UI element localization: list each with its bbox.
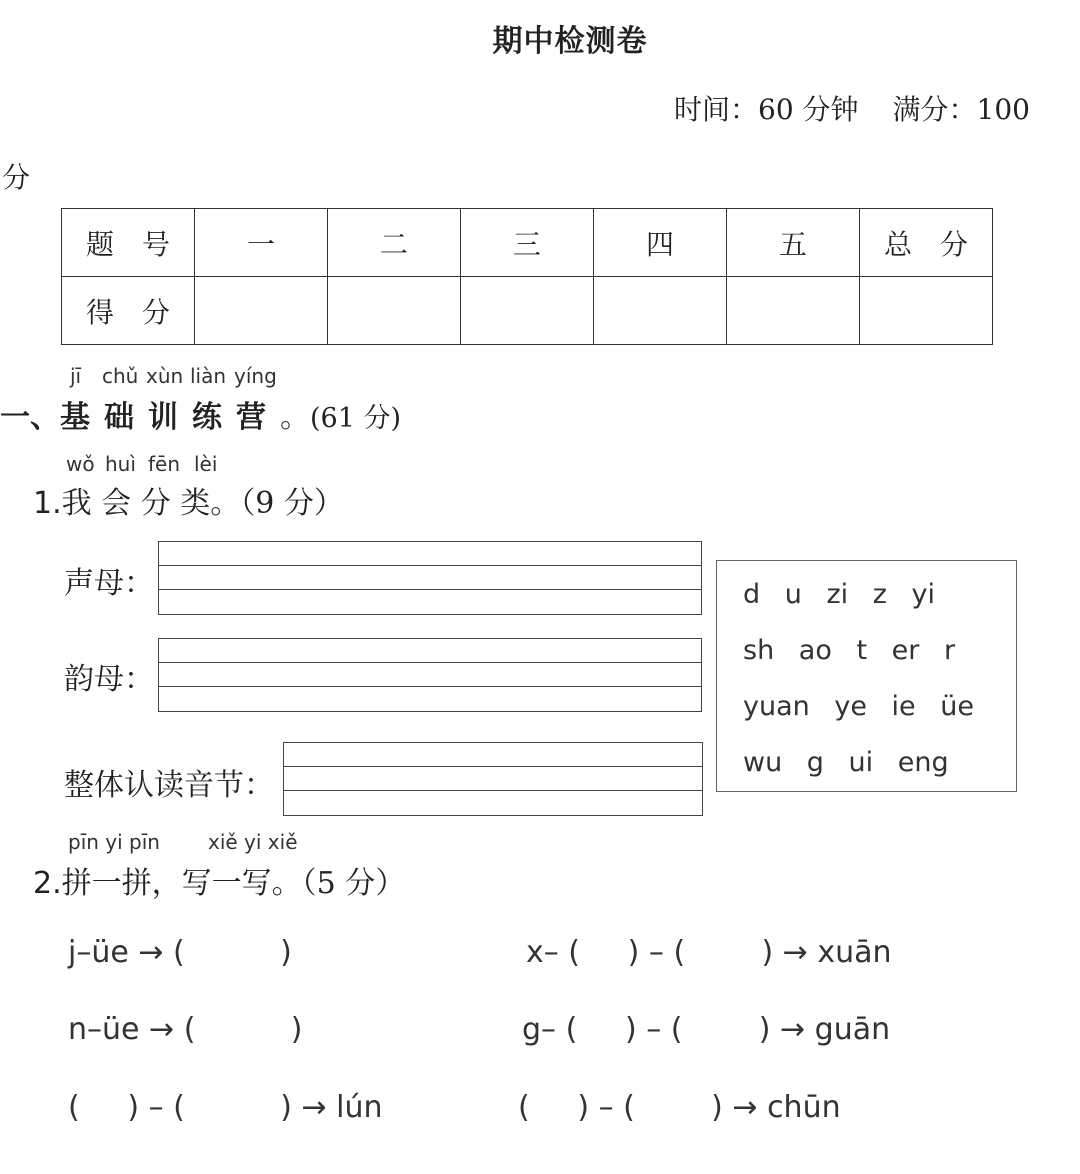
syllable: üe (940, 691, 974, 722)
syllable: wu (743, 747, 783, 778)
section1-prefix: 一、 (0, 400, 60, 435)
syllable: zi (826, 579, 849, 610)
syllable: er (891, 635, 920, 666)
score-header-cell: 五 (727, 209, 860, 277)
exercise-item[interactable]: g– ( ) – ( ) → guān (522, 1012, 891, 1047)
q2-heading (33, 858, 405, 902)
score-header-cell: 二 (328, 209, 461, 277)
pinyin-syllable: huì (105, 452, 136, 476)
word-box-row (743, 747, 949, 778)
score-cell[interactable] (195, 277, 328, 345)
q2-number: 2. (33, 866, 62, 901)
score-cell[interactable] (328, 277, 461, 345)
pinyin-phrase: xiě yi xiě (208, 830, 298, 854)
finals-label: 韵母： (64, 662, 154, 697)
pinyin-syllable: jī (70, 364, 82, 388)
q1-points: （9 分） (240, 486, 344, 521)
pinyin-syllable: yíng (234, 364, 277, 388)
syllable: ao (798, 635, 832, 666)
finals-answer-lines[interactable] (158, 638, 702, 712)
syllable: ui (848, 747, 874, 778)
whole-syllable-label: 整体认读音节： (64, 768, 274, 803)
q2-points: （5 分） (301, 866, 406, 901)
score-cell[interactable] (594, 277, 727, 345)
syllable: d (743, 579, 761, 610)
score-cell[interactable] (727, 277, 860, 345)
score-table-header-row (62, 209, 993, 277)
initials-answer-lines[interactable] (158, 541, 702, 615)
syllable-word-box (716, 560, 1017, 792)
section1-pinyin (0, 364, 400, 388)
q1-text: 我 会 分 类。 (61, 486, 241, 521)
q1-pinyin (0, 452, 300, 476)
exercise-item[interactable]: n–üe → ( ) (68, 1012, 303, 1047)
pinyin-phrase: pīn yi pīn (68, 830, 160, 854)
syllable: yuan (743, 691, 810, 722)
exam-meta (674, 88, 1030, 128)
score-header-cell: 一 (195, 209, 328, 277)
syllable: ie (891, 691, 916, 722)
full-score-unit: 分 (2, 161, 31, 194)
q1-number: 1. (33, 486, 62, 521)
section1-heading (0, 392, 401, 436)
exercise-item[interactable]: ( ) – ( ) → lún (68, 1090, 383, 1125)
q2-pinyin (0, 830, 400, 854)
syllable: ye (834, 691, 867, 722)
full-score: 满分：100 (892, 93, 1030, 126)
score-table (61, 208, 993, 345)
syllable: z (872, 579, 887, 610)
page-title: 期中检测卷 (492, 24, 648, 59)
syllable: sh (743, 635, 775, 666)
pinyin-syllable: xùn (146, 364, 184, 388)
section1-suffix: 。 (280, 400, 310, 435)
score-header-cell: 总 分 (860, 209, 993, 277)
whole-syllable-answer-lines[interactable] (283, 742, 703, 816)
syllable: u (784, 579, 802, 610)
word-box-row (743, 579, 935, 610)
pinyin-syllable: liàn (190, 364, 227, 388)
syllable: t (856, 635, 868, 666)
score-table-score-row (62, 277, 993, 345)
score-cell[interactable] (461, 277, 594, 345)
pinyin-syllable: lèi (194, 452, 218, 476)
score-row-label: 得 分 (62, 277, 195, 345)
score-header-cell: 题 号 (62, 209, 195, 277)
word-box-row (743, 635, 955, 666)
pinyin-syllable: wǒ (66, 452, 95, 476)
q2-text: 拼一拼，写一写。 (61, 866, 302, 901)
syllable: yi (911, 579, 935, 610)
syllable: r (943, 635, 956, 666)
score-header-cell: 四 (594, 209, 727, 277)
exercise-item[interactable]: ( ) – ( ) → chūn (518, 1090, 841, 1125)
syllable: g (806, 747, 824, 778)
score-cell[interactable] (860, 277, 993, 345)
word-box-row (743, 691, 974, 722)
pinyin-syllable: fēn (148, 452, 181, 476)
section1-title: 基础训练营 (60, 400, 280, 435)
section1-points: (61 分) (310, 403, 402, 434)
pinyin-syllable: chǔ (102, 364, 139, 388)
exercise-item[interactable]: x– ( ) – ( ) → xuān (526, 935, 892, 970)
q1-heading (33, 478, 344, 522)
exercise-item[interactable]: j–üe → ( ) (68, 935, 292, 970)
syllable: eng (897, 747, 949, 778)
initials-label: 声母： (64, 566, 154, 601)
score-header-cell: 三 (461, 209, 594, 277)
time-limit: 时间：60 分钟 (674, 93, 859, 126)
